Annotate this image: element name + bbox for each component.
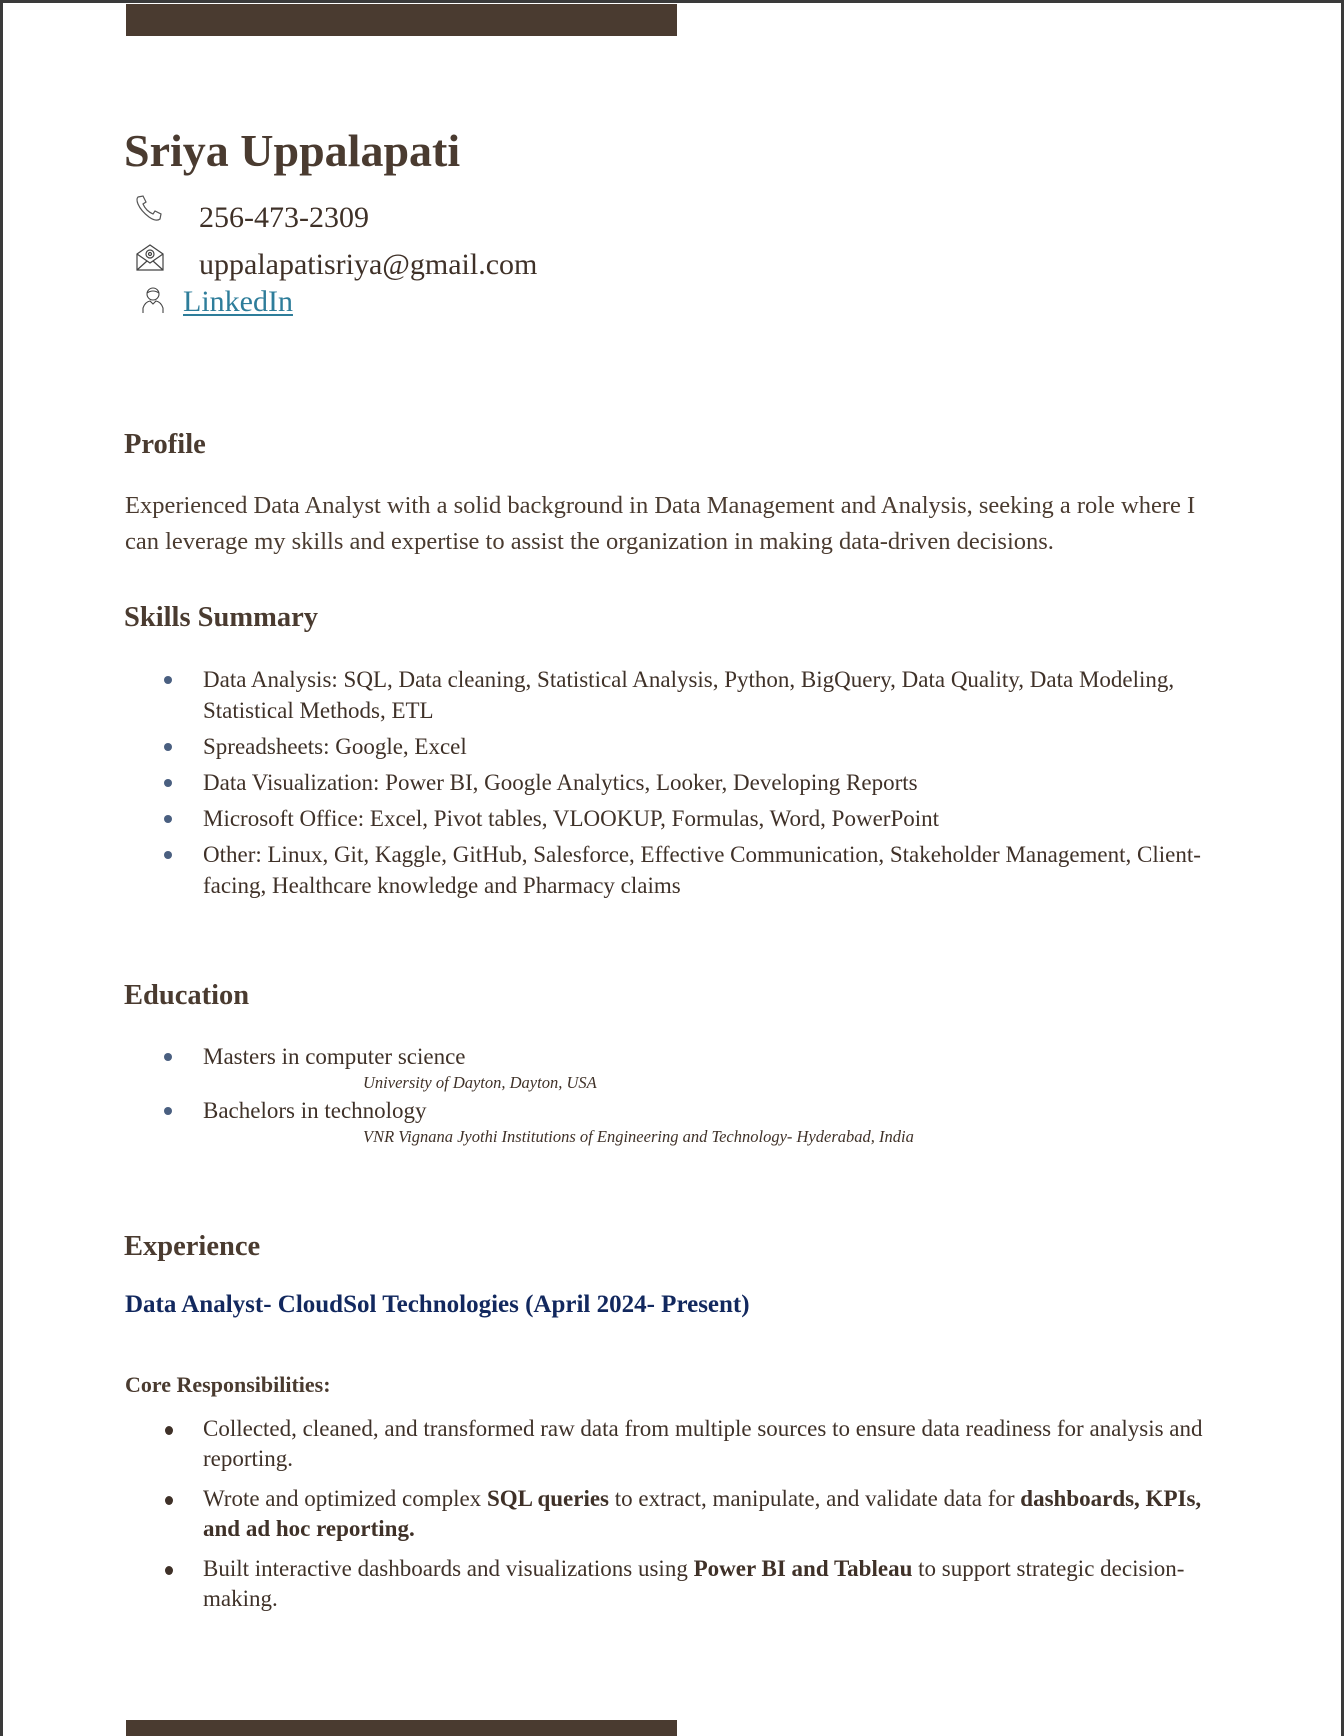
responsibility-text: to extract, manipulate, and validate data for (609, 1486, 1021, 1511)
skills-list (160, 664, 1220, 906)
bullet-icon (165, 1426, 173, 1435)
education-item (160, 1041, 1220, 1094)
experience-heading: Experience (124, 1231, 261, 1262)
candidate-name: Sriya Uppalapati (124, 125, 461, 176)
bold-text: dashboards, KPIs, and ad hoc reporting. (203, 1486, 1202, 1541)
responsibility-text: to support strategic decision-making. (203, 1556, 1185, 1611)
email-address: uppalapatisriya@gmail.com (199, 248, 538, 281)
school-text: VNR Vignana Jyothi Institutions of Engineering and Technology- Hyderabad, India (363, 1127, 914, 1146)
responsibility-text: Wrote and optimized complex (203, 1486, 487, 1511)
bullet-icon (164, 1107, 172, 1115)
phone-icon (134, 194, 164, 224)
bullet-icon (164, 779, 172, 787)
responsibility-text: Collected, cleaned, and transformed raw data from multiple sources to ensure data readiness for analysis and reporting. (203, 1416, 1203, 1471)
skill-text: Microsoft Office: Excel, Pivot tables, VLOOKUP, Formulas, Word, PowerPoint (203, 806, 940, 831)
education-item (160, 1095, 1220, 1148)
bold-text: SQL queries (486, 1486, 609, 1511)
skill-item (160, 803, 1220, 834)
school-text: University of Dayton, Dayton, USA (363, 1073, 597, 1092)
skill-item (160, 731, 1220, 762)
education-list (160, 1041, 1220, 1149)
top-accent-bar (126, 4, 677, 36)
responsibility-item (160, 1484, 1240, 1544)
responsibility-item (160, 1414, 1240, 1474)
responsibility-text: Built interactive dashboards and visualizations using (203, 1556, 694, 1581)
bullet-icon (164, 851, 172, 859)
skills-heading: Skills Summary (124, 602, 319, 633)
education-heading: Education (124, 980, 250, 1011)
core-responsibilities-heading: Core Responsibilities: (125, 1372, 331, 1397)
phone-number: 256-473-2309 (199, 201, 369, 234)
bold-text: Power BI and Tableau (693, 1556, 913, 1581)
window-frame-top (0, 0, 1344, 3)
window-frame-left (0, 0, 3, 1736)
bullet-icon (164, 743, 172, 751)
skill-item (160, 767, 1220, 798)
bullet-icon (165, 1496, 173, 1505)
degree-text: Bachelors in technology (203, 1098, 427, 1123)
bullet-icon (164, 676, 172, 684)
responsibility-item (160, 1554, 1240, 1614)
job-title: Data Analyst- CloudSol Technologies (April 2024- Present) (125, 1291, 750, 1318)
degree-text: Masters in computer science (203, 1044, 466, 1069)
responsibilities-list (160, 1414, 1240, 1624)
profile-text: Experienced Data Analyst with a solid background in Data Management and Analysis, seeking a role where I can leverage my skills and expertise to assist the organization in making data-driven decisions. (125, 492, 1196, 555)
bullet-icon (164, 815, 172, 823)
person-icon (141, 286, 165, 314)
linkedin-link[interactable]: LinkedIn (183, 285, 293, 318)
profile-heading: Profile (124, 429, 206, 460)
skill-item (160, 839, 1220, 901)
skill-text: Data Analysis: SQL, Data cleaning, Statistical Analysis, Python, BigQuery, Data Quality, Data Modeling, Statistical Methods, ETL (203, 667, 1175, 723)
skill-text: Other: Linux, Git, Kaggle, GitHub, Salesforce, Effective Communication, Stakeholder Management, Client-facing, Healthcare knowledge and Pharmacy claims (203, 842, 1201, 898)
bullet-icon (164, 1053, 172, 1061)
bullet-icon (165, 1566, 173, 1575)
skill-text: Spreadsheets: Google, Excel (203, 734, 467, 759)
bottom-accent-bar (126, 1720, 677, 1736)
email-icon (135, 242, 165, 272)
skill-item (160, 664, 1220, 726)
skill-text: Data Visualization: Power BI, Google Analytics, Looker, Developing Reports (203, 770, 918, 795)
